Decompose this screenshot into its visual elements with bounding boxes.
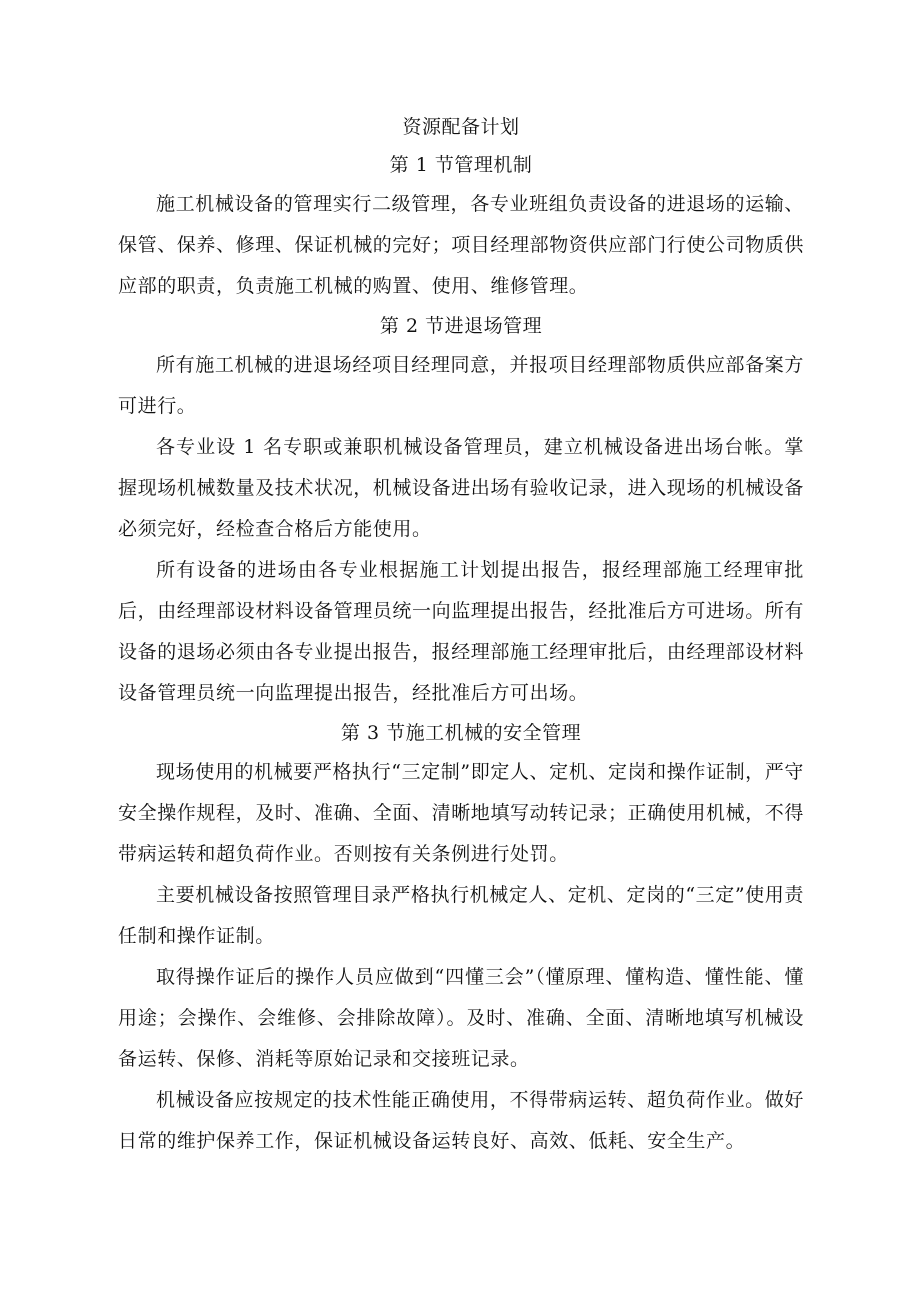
section-heading: 第 2 节进退场管理 — [379, 315, 543, 337]
paragraph: 机械设备应按规定的技术性能正确使用，不得带病运转、超负荷作业。做好日常的维护保养工作，保证机械设备运转良好、高效、低耗、安全生产。 — [118, 1089, 804, 1152]
section-heading: 第 3 节施工机械的安全管理 — [340, 722, 582, 744]
paragraph: 取得操作证后的操作人员应做到“四懂三会”（懂原理、懂构造、懂性能、懂用途；会操作、会维修、会排除故障）。及时、准确、全面、清晰地填写机械设备运转、保修、消耗等原始记录和交接班记录。 — [118, 966, 804, 1070]
paragraph: 现场使用的机械要严格执行“三定制”即定人、定机、定岗和操作证制，严守安全操作规程，及时、准确、全面、清晰地填写动转记录；正确使用机械，不得带病运转和超负荷作业。否则按有关条例进行处罚。 — [118, 761, 805, 865]
document-body — [118, 108, 804, 1162]
paragraph: 施工机械设备的管理实行二级管理，各专业班组负责设备的进退场的运输、保管、保养、修理、保证机械的完好；项目经理部物资供应部门行使公司物质供应部的职责，负责施工机械的购置、使用、维修管理。 — [118, 193, 805, 297]
document-title: 资源配备计划 — [402, 116, 520, 138]
paragraph: 各专业设 1 名专职或兼职机械设备管理员，建立机械设备进出场台帐。掌握现场机械数量及技术状况，机械设备进出场有验收记录，进入现场的机械设备必须完好，经检查合格后方能使用。 — [118, 436, 805, 540]
paragraph: 主要机械设备按照管理目录严格执行机械定人、定机、定岗的“三定”使用责任制和操作证制。 — [118, 884, 804, 947]
paragraph: 所有施工机械的进退场经项目经理同意，并报项目经理部物质供应部备案方可进行。 — [118, 354, 804, 417]
paragraph: 所有设备的进场由各专业根据施工计划提出报告，报经理部施工经理审批后，由经理部设材料设备管理员统一向监理提出报告，经批准后方可进场。所有设备的退场必须由各专业提出报告，报经理部施工经理审批后，由经理部设材料设备管理员统一向监理提出报告，经批准后方可出场。 — [118, 559, 805, 704]
section-heading: 第 1 节管理机制 — [389, 154, 533, 176]
